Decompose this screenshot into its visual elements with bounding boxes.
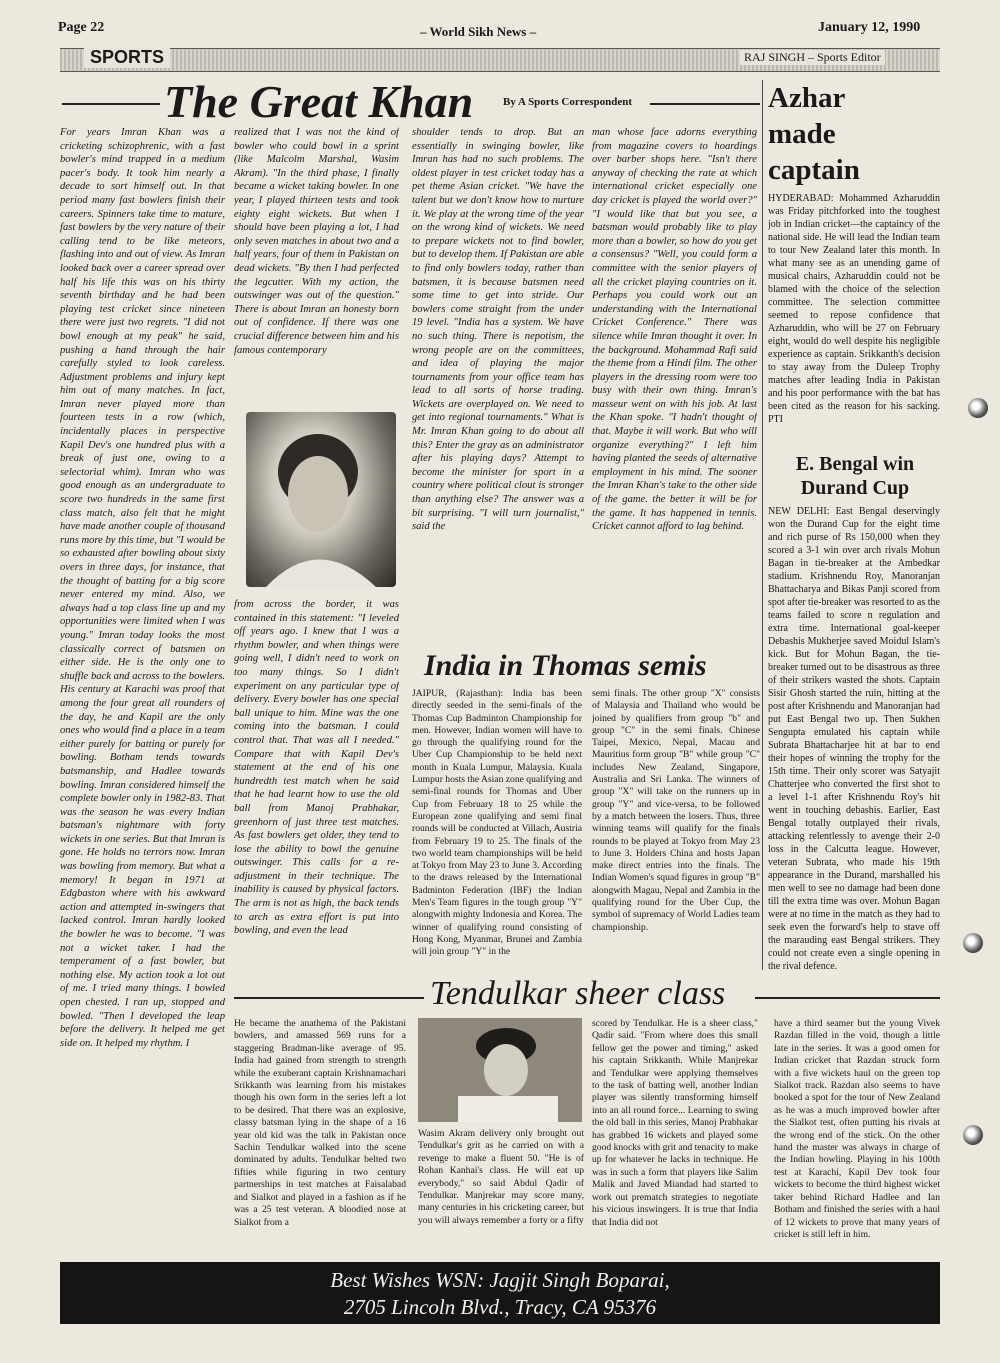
khan-column-2b: from across the border, it was contained in this statement: "I leveled off years ago. I knew that I was a rhythm bowler, and when things were going well, I didn't need to work on too many things. So I didn't experiment on any particular type of delivery. Every bowler has one special ball unique to him. Mine was the one coming into the batsman. I could control that. That was all I needed." Compare that with Kapil Dev's statement at the end of his one hundredth test match when he said that he had learnt how to use the old ball from Manoj Prabhakar, greenhorn of just three test matches. As fast bowlers get older, they tend to lose the ability to bowl the genuine outswinger. This calls for a re-adjustment in their technique. The inability is caused by physical factors. The arm is not as high, the back tends to arch as extra effort is put into bowling, and even the lead [234, 599, 399, 937]
byline: By A Sports Correspondent [503, 96, 633, 108]
imran-khan-photo [246, 412, 396, 587]
headline-thomas: India in Thomas semis [424, 649, 707, 682]
section-title: SPORTS [84, 47, 170, 68]
advertisement-banner [60, 1262, 940, 1324]
azhar-story: HYDERABAD: Mohammed Azharuddin was Friday pitchforked into the toughest job in Indian cricket—the captaincy of the national side. He will lead the Indian team to tour New Zealand later this month. In what many see as an unending game of musical chairs, Azharuddin could not be blamed with the choice of the selection committee. The selection committee seemed to repose confidence that Azharuddin, who will be 27 on February eight, would do well despite his negligible experience as captain. Srikkanth's decision to stay away from the Duleep Trophy matches after leading India in Pakistan and his poor performance with the bat has been cited as the reason for his sacking. PTI [768, 193, 940, 425]
tendulkar-column-1: He became the anathema of the Pakistani bowlers, and amassed 569 runs for a staggering Bradman-like average of 95. India had gained from strength to strength while the exuberant captain Krishnamachari Srikkanth was learning from his mistakes though his own form in the series left a lot to be desired. That there was an explosive, classy batsman lying in the shape of a 16 year old kid was the talk in Pakistan once Sachin Tendulkar walked into the scene dominated by adults. Tendulkar belted two fifties while figuring in two century partnerships in test matches at Faisalabad and Sialkot and played in a fashion as if he was a 25 test veteran. A bloodied nose at Sialkot from a [234, 1018, 406, 1228]
tendulkar-column-3: scored by Tendulkar. He is a sheer class," Qadir said. "From where does this small fellow get the power and timing," asked his captain Srikkanth. While Manjrekar and Tendulkar were applying themselves to the task of batting well, another Indian player was silently transforming himself into an all round force... Learning to swing the old ball in this series, Manoj Prabhakar has grabbed 16 wickets and played some good knocks with grit and tenacity to make up for whatever he lacks in technique. He was in such a form that players like Salim Malik and Javed Miandad had started to work out prematch strategies to negotiate his vicious inswingers. It is true that India that India did not [592, 1018, 758, 1228]
issue-date: January 12, 1990 [818, 20, 921, 35]
ad-line-2: 2705 Lincoln Blvd., Tracy, CA 95376 [343, 1295, 657, 1319]
tendulkar-rule-right [755, 997, 940, 999]
newspaper-name: – World Sikh News – [420, 24, 537, 39]
headline-rule-right [650, 103, 760, 105]
thomas-column-1: JAIPUR, (Rajasthan): India has been directly seeded in the semi-finals of the Thomas Cup Badminton Championship for men. However, Indian women will have to go through the qualifying round for the Uber Cup Championship to be held next month in Kuala Lumpur, Malaysia. Kuala Lumpur hosts the Asian zone qualifying and semi-final rounds for Thomas and Uber Cup from February 18 to 25 while the European zone qualifying and semi final rounds will be conducted at Villach, Austria from February 19 to 25. The finals of the two world team championships will be held at Tokyo from May 23 to June 3. According to the draws released by the International Badminton Federation (IBF) the Indian Men's Team figures in the tough group "Y" alongwith mighty Indonesia and Korea. The winner of qualifying round consisting of Hong Kong, Myanmar, Brunei and Zambia will join group "Y" in the [412, 688, 582, 958]
khan-column-2a: realized that I was not the kind of bowler who could bowl in a sprint (like Malcolm Marshal, Wasim Akram). "In the third phase, I finally became a wicket taking bowler. In one year, I played thirteen tests and took eighty eight wickets. But when I should have been playing a lot, I had only seven matches in about two and a half years, four of them in Pakistan on dead wickets. "By then I had perfected the legcutter. With my action, the outswinger was out of the question." There is about Imran an honesty born out of confidence. If there was one crucial difference between him and his famous contemporary [234, 127, 399, 356]
khan-column-3: shoulder tends to drop. But an essentially in swinging bowler, like Imran has had no such problems. The oldest player in test cricket today has a pet theme Asian cricket. "We have the talent but we don't know how to nurture it. We play at the wrong time of the year on the wrong kind of wickets. We need to prepare wickets not to find bowler, but to develop them. If Pakistan are able to find only bowlers today, rather than batsmen, it is because batsmen need some time to get into stride. Our bowlers come straight from the under 19 level. "India has a system. We have no such thing. There is nepotism, the wrong people are on the committees, and idea of playing the major tournaments from your office team has lead to all sorts of horse trading. Wickets are overplayed on. We need to get into regional tournaments." What is Mr. Imran Khan going to do about all this? Enter the gray as an administrator after his playing days? Attempt to become the minister for sport in a country where political clout is stronger than anything else? The answer was a bit surprising. "I will turn journalist," said the [412, 127, 584, 533]
khan-column-4: man whose face adorns everything from magazine covers to hoardings over barber shops here. "Isn't there anyway of checking the rate at which international cricket especially one day cricket is played the world over?" "I would like that but you see, a batsman would probably like to play more than a bowler, so how do you get a consensus? "Well, you could form a committee with the senior players of all the cricket playing countries on it. Perhaps you could work out an understanding with the International Cricket Conference." There was silence while Imran thought it over. In the background. Mohammad Rafi said the theme from a Hindi film. The other players in the dressing room were too busy with their own thing. Imran's masseur went on with his job. At last the Khan spoke. "I hadn't thought of that. Maybe it will work. But who will organize everything?" I left him having planted the seeds of alternative employment in his mind. The sooner the Imran Khan's take to the other side of the game. the better it will be for the game. It has happened in tennis. Cricket cannot afford to lag behind. [592, 127, 757, 533]
tendulkar-column-4: have a third seamer but the young Vivek Razdan filled in the void, though a little late in the series. It was a good omen for Indian cricket that Razdan struck form with a five wickets haul on the green top Sialkot track. Razdan also seems to have booked a spot for the tour of New Zealand as he was a much improved bowler after the Sialkot test, often putting his rivals at the wrong end of the stick. On the other hand the master was always in charge of the Indian bowling. Playing in his 100th test at Karachi, Kapil Dev took four wickets to become the third highest wicket taker behind Richard Hadlee and Ian Botham and finished the series with a haul of 12 wickets to prove that many years of cricket is still left in him. [774, 1018, 940, 1240]
tendulkar-column-2: Wasim Akram delivery only brought out Tendulkar's grit as he carried on with a revenge to make a fluent 50. "He is of Rohan Kanhai's class. He will eat up everybody," so said Abdul Qadir of Tendulkar. Manjrekar may score many, many centuries in his cricketing career, but you will always remember a forty or a fifty [418, 1128, 584, 1226]
khan-column-1: For years Imran Khan was a cricketing schizophrenic, with a fast bowler's mind trapped in a medium pacer's body. It took him nearly a decade to sort himself out. In that period many fast bowlers finish their careers. Spinners take time to mature, fast bowlers by the very nature of their calling tend to be like meteors, flashing into and out of view. As Imran looked back over a career spread over half his life this was on his thirty seventh birthday and he had been playing test cricket since nineteen there were just two regrets. "I did not bowl enough at my peak" he said, pushing a hand through the hair carefully styled to look careless. Adjustment problems and injury kept him out of many matches. In fact, Imran never played more than fourteen tests in a row (which, incidentally places in perspective Kapil Dev's one hundred plus with a break of just one, owing to a selectorial whim). Imran who was good enough as an undergraduate to score two hundreds in the same first class match, also felt that he might have made another couple of thousand runs more by this time, but "I would be so exhausted after bowling about sixty overs in three days, for instance, that the thought of batting for a big score never entered my mind. Also, we always had a top class line up and my opportunities were limited when I was young." Imran today looks the most classically correct of batsmen on either side. He is the only one to shuffle back and across to the bowlers. His century at Karachi was proof that among the four great all rounders of the day, he and Kapil are the only ones who would find a place in a team either purely for batting or purely for bowling. Botham tends towards batsmanship, and Hadlee towards bowling. Imran considered himself the complete bowler only in 1982-83. That was the season he was every Indian batsman's nightmare with forty wickets in one series. But that Imran is gone. He holds no terrors now. Imran was bowling from memory. But what a memory! It began in 1971 at Edgbaston where with his awkward action and attempted in-swingers that lacked control. Imran hardly looked the bowler he was to become. "I was not a wicket taker. I had the temperament of a fast bowler, but nothing else. My action took a lot out of me. I tried many things. I bowled open chested. I ran up, stopped and bowled. "Then I developed the leap before the delivery. It helped me get side on. It helped my rhythm. I [60, 127, 225, 1049]
bengal-story: NEW DELHI: East Bengal deservingly won the Durand Cup for the eight time and rich purse of Rs 150,000 when they scored a 3-1 win over arch rivals Mohun Bagan in tie-breaker at the Ambedkar stadium. Krishnendu Roy, Manoranjan Bhattacharya and Bikas Panji scored from spot after tie-breaker was resorted to as the teams failed to score n regulation and extra time. International goal-keeper Debashis Mukherjee saved Moidul Islam's kick. But for Mohun Bagan, the tie-breaker turned out to be disastrous as three of their strikers wasted the shots. Captain Sisir Ghosh started the ruin, hitting at the post after Krishnendu and Manoranjan had put East Bengal two up. Then Sukhen Sengupta emulated his captain while Subrata Bhattacharjee hit at bar to end their hopes of winning the trophy for the 15th time. Their only scorer was Satyajit Chatterjee who converted the first shot to a level 1-1 after Krishnendu Roy's hit went in touching debashis. Earlier, East Bengal totally outplayed their rivals, attacking relentlessly to avenge their 2-0 loss in the Calcutta league. However, veteran Subrata, who made his 19th appearance in the Durand, marshalled his men well to see no damage had been done till the extra time was over. Mohun Bagan were at no time in the match as they had to seek even the forward's help to stave off the marauding east Bengal strikers. They could not create even a single opening in the rival defence. [768, 506, 940, 972]
headline-tendulkar: Tendulkar sheer class [430, 975, 726, 1012]
binder-hole [963, 1125, 983, 1145]
sports-editor: RAJ SINGH – Sports Editor [740, 50, 885, 65]
binder-hole [968, 398, 988, 418]
headline-rule-left [62, 103, 160, 105]
ad-line-1: Best Wishes WSN: Jagjit Singh Boparai, [330, 1268, 670, 1292]
binder-hole [963, 933, 983, 953]
tendulkar-rule-left [234, 997, 424, 999]
headline-azhar: Azhar made captain [768, 82, 860, 186]
column-divider [762, 80, 763, 970]
headline-great-khan: The Great Khan [164, 76, 474, 127]
headline-bengal: E. Bengal win Durand Cup [795, 453, 915, 499]
page-number: Page 22 [58, 20, 105, 35]
tendulkar-photo [418, 1018, 582, 1122]
thomas-column-2: semi finals. The other group "X" consists of Malaysia and Thailand who would be joined by qualifiers from group "b" and group "C" in the semi finals. Chinese Taipei, Mexico, Nepal, Macau and Mauritius form group "B" while group "C" includes New Zealand, Singapore, Australia and Sri Lanka. The winners of group "X" will take on the runners up in group "Y" and vice-versa, to be followed by a match between the losers. Thus, three winning teams will qualify for the finals rounds to be played at Tokyo from May 23 to June 3. Holders China and hosts Japan make direct entries into the finals. The Indian Women's squad figures in group "B" alongwith Magau, Nepal and Zambia in the qualifying round for the Uber Cup, the symbol of supremacy of World Ladies team championship. [592, 688, 760, 933]
